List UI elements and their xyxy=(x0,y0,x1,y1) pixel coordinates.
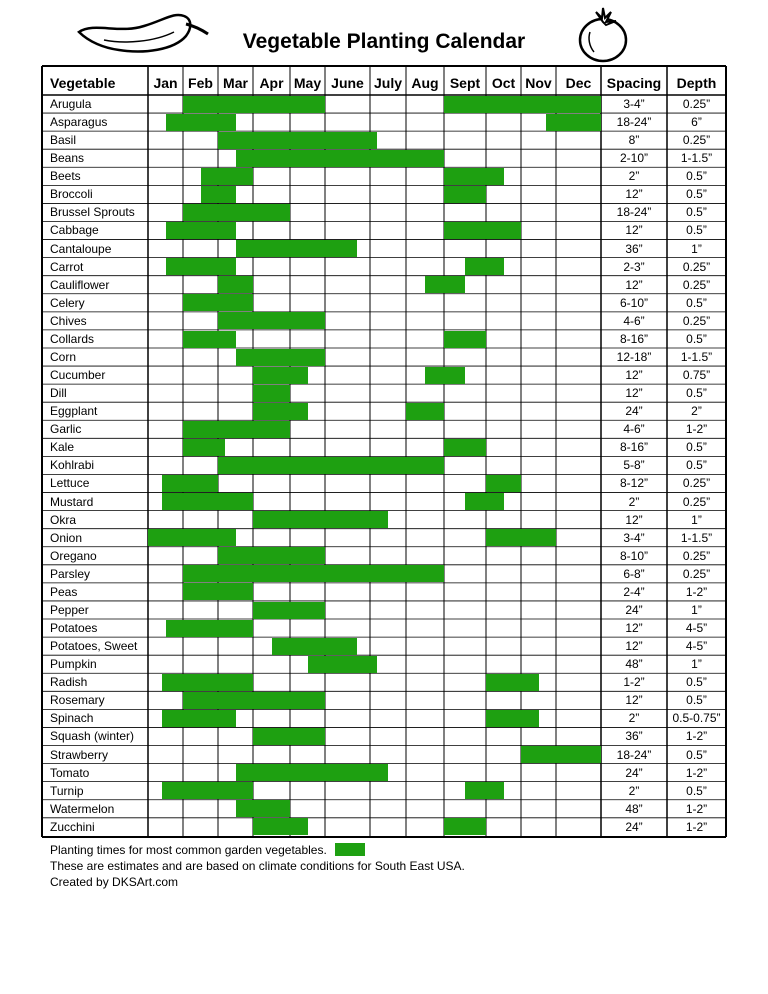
depth-value: 0.5” xyxy=(686,675,707,690)
credit-text: Created by DKSArt.com xyxy=(50,875,179,889)
spacing-value: 12” xyxy=(625,187,643,202)
spacing-value: 2-10” xyxy=(619,151,648,166)
depth-value: 1” xyxy=(691,512,702,527)
spacing-value: 24” xyxy=(625,404,643,419)
spacing-value: 18-24” xyxy=(616,115,652,130)
spacing-value: 18-24” xyxy=(616,747,652,762)
planting-bar xyxy=(166,620,254,637)
planting-bar xyxy=(272,638,357,655)
spacing-value: 2-3” xyxy=(623,259,645,274)
spacing-value: 2” xyxy=(628,494,640,509)
column-header-spacing: Spacing xyxy=(606,75,662,91)
column-header-may: May xyxy=(293,75,322,91)
planting-bar xyxy=(218,457,444,474)
depth-value: 1-2” xyxy=(685,819,708,834)
depth-value: 0.5” xyxy=(686,205,707,220)
planting-bar xyxy=(162,475,218,492)
vegetable-name: Celery xyxy=(50,295,85,310)
planting-bar xyxy=(521,746,601,763)
planting-bar xyxy=(183,331,236,348)
depth-value: 1-2” xyxy=(685,422,708,437)
planting-bar xyxy=(444,168,504,185)
vegetable-name: Beans xyxy=(50,151,85,166)
planting-bar xyxy=(166,114,236,131)
planting-bar xyxy=(465,493,504,510)
depth-value: 0.5” xyxy=(686,386,707,401)
vegetable-name: Potatoes, Sweet xyxy=(50,639,138,654)
vegetable-name: Basil xyxy=(50,133,77,148)
vegetable-name: Pepper xyxy=(50,602,89,617)
planting-bar xyxy=(183,583,253,600)
spacing-value: 48” xyxy=(625,801,643,816)
planting-bar xyxy=(183,294,253,311)
column-header-dec: Dec xyxy=(565,75,592,91)
spacing-value: 2” xyxy=(628,711,640,726)
planting-bar xyxy=(486,475,521,492)
planting-bar xyxy=(166,222,236,239)
planting-bar xyxy=(425,367,465,384)
vegetable-name: Eggplant xyxy=(50,404,98,419)
depth-value: 0.5” xyxy=(686,187,707,202)
vegetable-name: Collards xyxy=(50,331,95,346)
depth-value: 1-2” xyxy=(685,801,708,816)
depth-value: 0.5” xyxy=(686,331,707,346)
planting-bar xyxy=(236,800,291,817)
vegetable-name: Potatoes xyxy=(50,621,98,636)
depth-value: 0.25” xyxy=(682,97,711,111)
spacing-value: 8-10” xyxy=(619,548,648,563)
vegetable-name: Arugula xyxy=(50,97,92,111)
depth-value: 0.25” xyxy=(682,494,711,509)
spacing-value: 24” xyxy=(625,602,643,617)
planting-bar xyxy=(465,258,504,275)
planting-bar xyxy=(162,493,253,510)
spacing-value: 4-6” xyxy=(623,422,645,437)
vegetable-name: Cantaloupe xyxy=(50,241,112,256)
planting-bar xyxy=(444,186,486,203)
vegetable-name: Oregano xyxy=(50,548,97,563)
depth-value: 2” xyxy=(691,404,702,419)
column-header-apr: Apr xyxy=(259,75,284,91)
depth-value: 0.25” xyxy=(682,133,711,148)
planting-bar xyxy=(148,529,236,546)
planting-bar xyxy=(218,276,253,293)
vegetable-name: Onion xyxy=(50,530,83,545)
vegetable-name: Brussel Sprouts xyxy=(50,205,135,220)
spacing-value: 8-16” xyxy=(619,440,648,455)
vegetable-name: Rosemary xyxy=(50,693,105,708)
column-header-nov: Nov xyxy=(525,75,552,91)
planting-bar xyxy=(486,710,539,727)
planting-bar xyxy=(183,204,290,221)
planting-bar xyxy=(201,168,254,185)
planting-bar xyxy=(236,240,357,257)
vegetable-name: Cucumber xyxy=(50,368,106,383)
spacing-value: 24” xyxy=(625,765,643,780)
depth-value: 0.5-0.75” xyxy=(672,711,721,726)
depth-value: 0.5” xyxy=(686,693,707,708)
spacing-value: 6-8” xyxy=(623,566,645,581)
disclaimer-text: These are estimates and are based on climate conditions for South East USA. xyxy=(50,859,465,873)
vegetable-name: Strawberry xyxy=(50,747,109,762)
spacing-value: 2” xyxy=(628,169,640,184)
vegetable-name: Lettuce xyxy=(50,476,90,491)
vegetable-name: Chives xyxy=(50,313,87,328)
planting-bar xyxy=(444,818,486,835)
planting-bar xyxy=(253,385,290,402)
planting-bar xyxy=(444,96,601,113)
vegetable-name: Cauliflower xyxy=(50,277,110,292)
planting-bar xyxy=(253,602,325,619)
depth-value: 0.25” xyxy=(682,548,711,563)
planting-bar xyxy=(444,439,486,456)
vegetable-name: Squash (winter) xyxy=(50,729,135,744)
vegetable-name: Zucchini xyxy=(50,819,95,834)
planting-bar xyxy=(425,276,465,293)
planting-bar xyxy=(183,421,290,438)
depth-value: 4-5” xyxy=(685,639,708,654)
depth-value: 0.5” xyxy=(686,223,707,238)
legend-swatch xyxy=(335,843,365,856)
planting-bar xyxy=(183,96,325,113)
vegetable-name: Mustard xyxy=(50,494,94,509)
depth-value: 1” xyxy=(691,602,702,617)
vegetable-name: Beets xyxy=(50,169,81,184)
depth-value: 0.5” xyxy=(686,458,707,473)
spacing-value: 3-4” xyxy=(623,530,645,545)
depth-value: 0.25” xyxy=(682,277,711,292)
column-header-june: June xyxy=(331,75,364,91)
spacing-value: 8” xyxy=(628,133,640,148)
spacing-value: 2” xyxy=(628,783,640,798)
spacing-value: 24” xyxy=(625,819,643,834)
depth-value: 0.25” xyxy=(682,476,711,491)
depth-value: 1-2” xyxy=(685,729,708,744)
depth-value: 1-1.5” xyxy=(680,349,713,364)
vegetable-name: Asparagus xyxy=(50,115,108,130)
column-header-depth: Depth xyxy=(676,75,717,91)
planting-bar xyxy=(253,728,325,745)
planting-bar xyxy=(546,114,602,131)
spacing-value: 8-16” xyxy=(619,331,648,346)
legend-text: Planting times for most common garden vegetables. xyxy=(50,843,327,857)
spacing-value: 12” xyxy=(625,277,643,292)
column-header-sept: Sept xyxy=(449,75,481,91)
vegetable-name: Dill xyxy=(50,386,67,401)
spacing-value: 2-4” xyxy=(623,584,645,599)
spacing-value: 12-18” xyxy=(616,349,652,364)
planting-bar xyxy=(465,782,504,799)
planting-bar xyxy=(253,367,308,384)
planting-bar xyxy=(218,547,325,564)
spacing-value: 12” xyxy=(625,512,643,527)
depth-value: 0.5” xyxy=(686,783,707,798)
planting-bar xyxy=(486,674,539,691)
column-header-jan: Jan xyxy=(153,75,178,91)
vegetable-name: Kale xyxy=(50,440,75,455)
planting-bar xyxy=(253,403,308,420)
depth-value: 0.5” xyxy=(686,169,707,184)
planting-bar xyxy=(162,710,236,727)
planting-bar xyxy=(183,692,325,709)
vegetable-name: Radish xyxy=(50,675,88,690)
planting-bar xyxy=(253,511,388,528)
spacing-value: 12” xyxy=(625,693,643,708)
spacing-value: 12” xyxy=(625,223,643,238)
vegetable-name: Kohlrabi xyxy=(50,458,95,473)
spacing-value: 12” xyxy=(625,386,643,401)
notes xyxy=(50,842,465,890)
vegetable-name: Parsley xyxy=(50,566,91,581)
planting-bar xyxy=(444,331,486,348)
vegetable-name: Turnip xyxy=(50,783,84,798)
depth-value: 0.75” xyxy=(682,368,711,383)
depth-value: 1-1.5” xyxy=(680,151,713,166)
vegetable-name: Watermelon xyxy=(50,801,115,816)
planting-bar xyxy=(406,403,444,420)
depth-value: 0.5” xyxy=(686,295,707,310)
spacing-value: 36” xyxy=(625,241,643,256)
planting-bar xyxy=(444,222,521,239)
planting-bar xyxy=(486,529,556,546)
planting-bar xyxy=(253,818,308,835)
planting-bar xyxy=(162,782,253,799)
spacing-value: 12” xyxy=(625,368,643,383)
spacing-value: 12” xyxy=(625,639,643,654)
vegetable-name: Spinach xyxy=(50,711,94,726)
column-header-mar: Mar xyxy=(223,75,248,91)
depth-value: 0.5” xyxy=(686,747,707,762)
column-header-vegetable: Vegetable xyxy=(50,75,116,91)
depth-value: 1-2” xyxy=(685,584,708,599)
spacing-value: 3-4” xyxy=(623,97,645,111)
depth-value: 0.25” xyxy=(682,566,711,581)
planting-bar xyxy=(183,565,444,582)
planting-bar xyxy=(162,674,253,691)
vegetable-name: Tomato xyxy=(50,765,90,780)
spacing-value: 4-6” xyxy=(623,313,645,328)
depth-value: 1” xyxy=(691,241,702,256)
column-header-july: July xyxy=(373,75,402,91)
spacing-value: 5-8” xyxy=(623,458,645,473)
planting-bar xyxy=(201,186,236,203)
vegetable-name: Corn xyxy=(50,349,77,364)
planting-bar xyxy=(218,312,325,329)
depth-value: 4-5” xyxy=(685,621,708,636)
depth-value: 0.5” xyxy=(686,440,707,455)
planting-bar xyxy=(166,258,236,275)
column-header-feb: Feb xyxy=(188,75,213,91)
vegetable-name: Cabbage xyxy=(50,223,99,238)
spacing-value: 18-24” xyxy=(616,205,652,220)
spacing-value: 36” xyxy=(625,729,643,744)
depth-value: 6” xyxy=(691,115,702,130)
planting-bar xyxy=(236,150,445,167)
vegetable-name: Broccoli xyxy=(50,187,93,202)
vegetable-name: Peas xyxy=(50,584,78,599)
vegetable-name: Pumpkin xyxy=(50,657,97,672)
depth-value: 1-1.5” xyxy=(680,530,713,545)
depth-value: 1-2” xyxy=(685,765,708,780)
depth-value: 0.25” xyxy=(682,313,711,328)
spacing-value: 1-2” xyxy=(623,675,645,690)
page-title: Vegetable Planting Calendar xyxy=(242,30,526,53)
spacing-value: 12” xyxy=(625,621,643,636)
depth-value: 0.25” xyxy=(682,259,711,274)
vegetable-name: Carrot xyxy=(50,259,84,274)
spacing-value: 48” xyxy=(625,657,643,672)
planting-bar xyxy=(236,764,389,781)
planting-bar xyxy=(183,439,225,456)
planting-bar xyxy=(236,349,326,366)
column-header-aug: Aug xyxy=(411,75,439,91)
vegetable-name: Okra xyxy=(50,512,77,527)
depth-value: 1” xyxy=(691,657,702,672)
column-header-oct: Oct xyxy=(491,75,516,91)
spacing-value: 8-12” xyxy=(619,476,648,491)
vegetable-name: Garlic xyxy=(50,422,82,437)
spacing-value: 6-10” xyxy=(619,295,648,310)
planting-bar xyxy=(308,656,378,673)
planting-bar xyxy=(218,132,377,149)
